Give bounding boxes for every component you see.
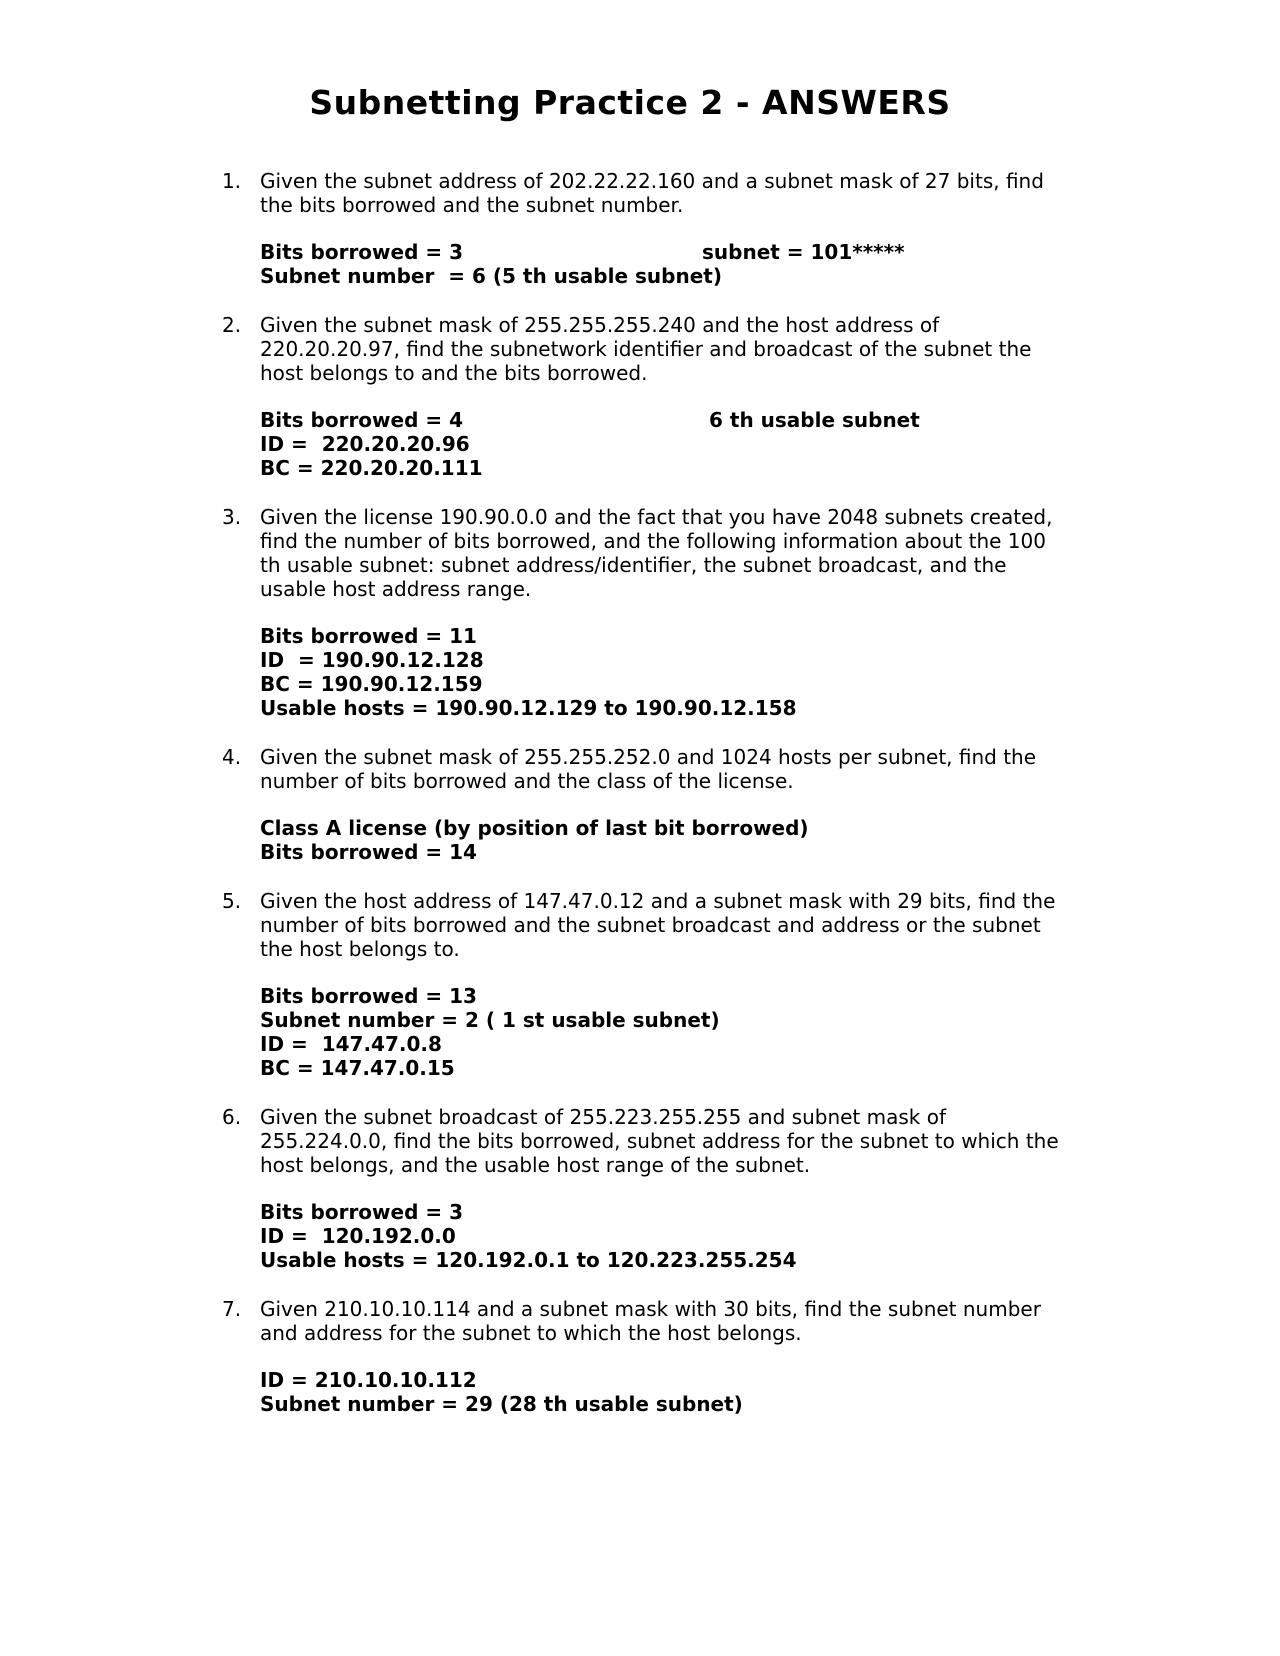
answer-line: BC = 220.20.20.111 <box>260 456 483 480</box>
answer-line: Class A license (by position of last bit borrowed) <box>260 816 809 840</box>
answer-line: BC = 190.90.12.159 <box>260 672 483 696</box>
answer-text: Bits borrowed = 4 <box>260 408 464 432</box>
question-text: Given the subnet broadcast of 255.223.255.255 and subnet mask of 255.224.0.0, find the bits borrowed, subnet address for the subnet to which the host belongs, and the usable host range of the subnet. <box>260 1105 1059 1177</box>
answer-line: Usable hosts = 190.90.12.129 to 190.90.12.158 <box>260 696 797 720</box>
answer-line: ID = 120.192.0.0 <box>260 1224 456 1248</box>
answer-line: Bits borrowed = 14 <box>260 840 477 864</box>
answer-line: Bits borrowed = 11 <box>260 624 477 648</box>
question-number: 5. <box>222 889 242 913</box>
answer-line <box>260 408 1072 432</box>
answer-note: subnet = 101***** <box>702 240 905 264</box>
answer-block <box>260 984 1072 1080</box>
answer-block <box>260 240 1072 288</box>
question-4 <box>222 745 1072 864</box>
question-2 <box>222 313 1072 480</box>
answer-line: ID = 190.90.12.128 <box>260 648 484 672</box>
question-number: 2. <box>222 313 242 337</box>
question-number: 1. <box>222 169 242 193</box>
question-text: Given the subnet mask of 255.255.255.240 and the host address of 220.20.20.97, find the subnetwork identifier and broadcast of the subnet the host belongs to and the bits borrowed. <box>260 313 1032 385</box>
question-text: Given the subnet mask of 255.255.252.0 and 1024 hosts per subnet, find the number of bits borrowed and the class of the license. <box>260 745 1037 793</box>
answer-line: Bits borrowed = 13 <box>260 984 477 1008</box>
question-text: Given the host address of 147.47.0.12 and a subnet mask with 29 bits, find the number of bits borrowed and the subnet broadcast and address or the subnet the host belongs to. <box>260 889 1056 961</box>
answer-block <box>260 816 1072 864</box>
question-number: 3. <box>222 505 242 529</box>
question-1 <box>222 169 1072 288</box>
question-text: Given 210.10.10.114 and a subnet mask with 30 bits, find the subnet number and address for the subnet to which the host belongs. <box>260 1297 1041 1345</box>
question-number: 7. <box>222 1297 242 1321</box>
question-3 <box>222 505 1072 720</box>
answer-text: Bits borrowed = 3 <box>260 240 464 264</box>
answer-block <box>260 624 1072 720</box>
answer-line: Usable hosts = 120.192.0.1 to 120.223.255.254 <box>260 1248 797 1272</box>
answer-note: 6 th usable subnet <box>709 408 920 432</box>
answer-line: Bits borrowed = 3 <box>260 1200 464 1224</box>
question-6 <box>222 1105 1072 1272</box>
question-number: 6. <box>222 1105 242 1129</box>
answer-line: ID = 147.47.0.8 <box>260 1032 442 1056</box>
question-number: 4. <box>222 745 242 769</box>
answer-line: Subnet number = 29 (28 th usable subnet) <box>260 1392 743 1416</box>
answer-line: ID = 210.10.10.112 <box>260 1368 477 1392</box>
question-text: Given the subnet address of 202.22.22.160 and a subnet mask of 27 bits, find the bits borrowed and the subnet number. <box>260 169 1044 217</box>
answer-line: Subnet number = 6 (5 th usable subnet) <box>260 264 722 288</box>
answer-block <box>260 1368 1072 1416</box>
question-7 <box>222 1297 1072 1416</box>
question-list <box>222 169 1072 1441</box>
answer-line: ID = 220.20.20.96 <box>260 432 470 456</box>
question-text: Given the license 190.90.0.0 and the fact that you have 2048 subnets created, find the number of bits borrowed, and the following information about the 100 th usable subnet: subnet address/identifier, the subnet broadcast, and the usable host address range. <box>260 505 1053 601</box>
answer-line: BC = 147.47.0.15 <box>260 1056 455 1080</box>
question-5 <box>222 889 1072 1080</box>
answer-line: Subnet number = 2 ( 1 st usable subnet) <box>260 1008 720 1032</box>
answer-line <box>260 240 1072 264</box>
page-title: Subnetting Practice 2 - ANSWERS <box>309 83 951 122</box>
answer-block <box>260 408 1072 480</box>
answer-block <box>260 1200 1072 1272</box>
